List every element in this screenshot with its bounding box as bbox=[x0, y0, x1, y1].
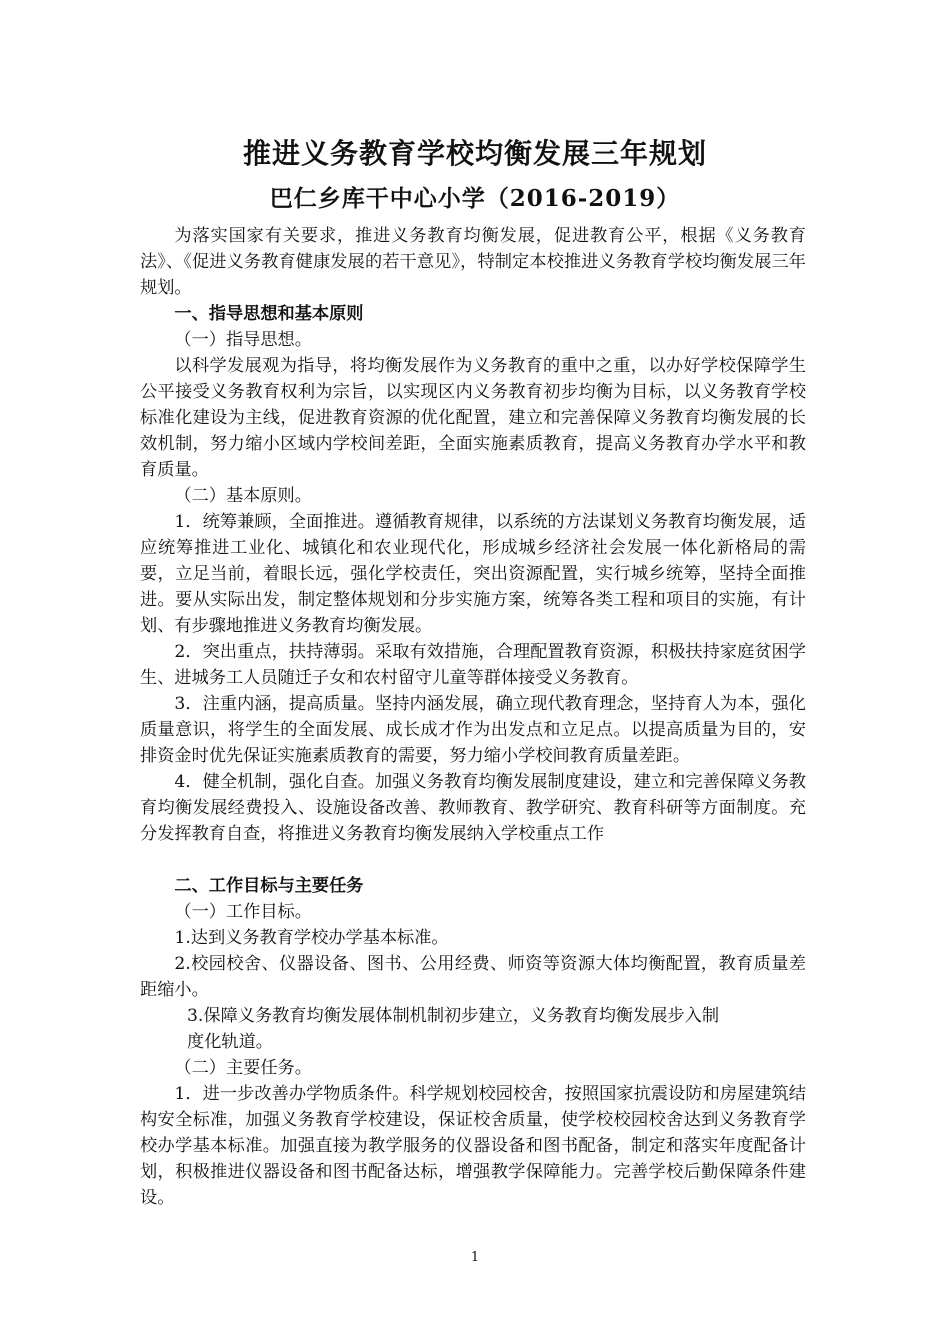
goal-item-line: 度化轨道。 bbox=[187, 1032, 273, 1052]
principle-paragraph: 3．注重内涵，提高质量。坚持内涵发展，确立现代教育理念，坚持育人为本，强化质量意识，将学生的全面发展、成长成才作为出发点和立足点。以提高质量为目的，安排资金时优先保证实施素质教育的需要，努力缩小学校间教育质量差距。 bbox=[140, 694, 806, 766]
principle-paragraph: 4．健全机制，强化自查。加强义务教育均衡发展制度建设，建立和完善保障义务教育均衡发展经费投入、设施设备改善、教师教育、教学研究、教育科研等方面制度。充分发挥教育自查，将推进义务教育均衡发展纳入学校重点工作 bbox=[140, 772, 806, 844]
goal-item-line: 3.保障义务教育均衡发展体制机制初步建立，义务教育均衡发展步入制 bbox=[187, 1006, 720, 1026]
page-number: 1 bbox=[470, 1250, 480, 1265]
document-subtitle: 巴仁乡库干中心小学（2016-2019） bbox=[269, 185, 681, 212]
document-body bbox=[140, 223, 806, 1211]
body-paragraph: 以科学发展观为指导，将均衡发展作为义务教育的重中之重，以办好学校保障学生公平接受义务教育权利为宗旨，以实现区内义务教育初步均衡为目标，以义务教育学校标准化建设为主线，促进教育资源的优化配置，建立和完善保障义务教育均衡发展的长效机制，努力缩小区域内学校间差距，全面实施素质教育，提高义务教育办学水平和教育质量。 bbox=[140, 356, 806, 480]
intro-paragraph: 为落实国家有关要求，推进义务教育均衡发展，促进教育公平，根据《义务教育法》、《促进义务教育健康发展的若干意见》，特制定本校推进义务教育学校均衡发展三年规划。 bbox=[140, 226, 806, 298]
subsection-heading: （二）基本原则。 bbox=[174, 486, 312, 506]
goal-item: 2.校园校舍、仪器设备、图书、公用经费、师资等资源大体均衡配置，教育质量差距缩小。 bbox=[140, 954, 806, 1000]
principle-paragraph: 2．突出重点，扶持薄弱。采取有效措施，合理配置教育资源，积极扶持家庭贫困学生、进城务工人员随迁子女和农村留守儿童等群体接受义务教育。 bbox=[140, 642, 806, 688]
task-paragraph: 1．进一步改善办学物质条件。科学规划校园校舍，按照国家抗震设防和房屋建筑结构安全标准，加强义务教育学校建设，保证校舍质量，使学校校园校舍达到义务教育学校办学基本标准。加强直接为教学服务的仪器设备和图书配备，制定和落实年度配备计划，积极推进仪器设备和图书配备达标，增强教学保障能力。完善学校后勤保障条件建设。 bbox=[140, 1084, 806, 1208]
section-heading-2: 二、工作目标与主要任务 bbox=[174, 876, 364, 896]
principle-paragraph: 1．统筹兼顾，全面推进。遵循教育规律，以系统的方法谋划义务教育均衡发展，适应统筹推进工业化、城镇化和农业现代化，形成城乡经济社会发展一体化新格局的需要，立足当前，着眼长远，强化学校责任，突出资源配置，实行城乡统筹，坚持全面推进。要从实际出发，制定整体规划和分步实施方案，统筹各类工程和项目的实施，有计划、有步骤地推进义务教育均衡发展。 bbox=[140, 512, 806, 636]
goal-item: 1.达到义务教育学校办学基本标准。 bbox=[174, 928, 449, 948]
subsection-heading: （一）指导思想。 bbox=[174, 330, 312, 350]
goal-item-hanging bbox=[140, 1003, 806, 1055]
subsection-heading: （一）工作目标。 bbox=[174, 902, 312, 922]
document-title: 推进义务教育学校均衡发展三年规划 bbox=[242, 137, 707, 170]
section-heading-1: 一、指导思想和基本原则 bbox=[174, 304, 364, 324]
subsection-heading: （二）主要任务。 bbox=[174, 1058, 312, 1078]
